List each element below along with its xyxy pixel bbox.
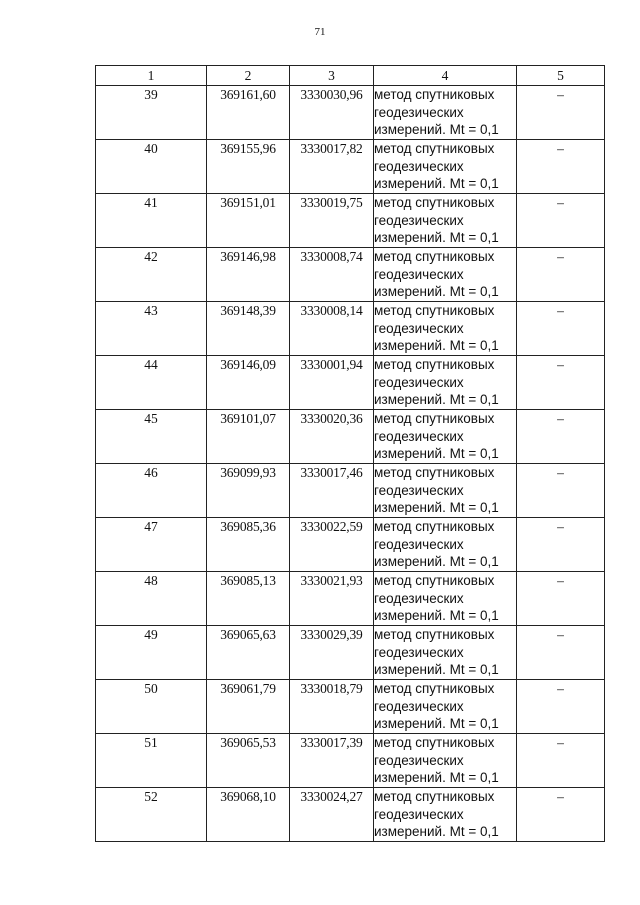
table-row: [96, 140, 605, 194]
point-number-cell: 51: [96, 734, 207, 788]
note-cell: –: [517, 140, 605, 194]
table-row: [96, 572, 605, 626]
method-line: геодезических: [374, 482, 464, 498]
x-coordinate-cell: 369065,53: [207, 734, 290, 788]
method-line: метод спутниковых: [374, 789, 495, 804]
point-number-cell: 49: [96, 626, 207, 680]
method-line: метод спутниковых: [374, 519, 495, 534]
method-line: геодезических: [374, 374, 464, 390]
x-coordinate-cell: 369085,36: [207, 518, 290, 572]
note-cell: –: [517, 302, 605, 356]
note-cell: –: [517, 734, 605, 788]
method-line: метод спутниковых: [374, 573, 495, 588]
y-coordinate-cell: 3330024,27: [290, 788, 374, 842]
x-coordinate-cell: 369146,09: [207, 356, 290, 410]
method-cell: [374, 464, 517, 518]
x-coordinate-cell: 369061,79: [207, 680, 290, 734]
method-line: измерений. Mt = 0,1: [374, 770, 499, 785]
y-coordinate-cell: 3330001,94: [290, 356, 374, 410]
point-number-cell: 41: [96, 194, 207, 248]
note-cell: –: [517, 410, 605, 464]
method-cell: [374, 86, 517, 140]
note-cell: –: [517, 86, 605, 140]
point-number-cell: 47: [96, 518, 207, 572]
table-row: [96, 464, 605, 518]
x-coordinate-cell: 369065,63: [207, 626, 290, 680]
method-line: геодезических: [374, 212, 464, 228]
table-row: [96, 680, 605, 734]
method-line: измерений. Mt = 0,1: [374, 716, 499, 731]
y-coordinate-cell: 3330022,59: [290, 518, 374, 572]
method-line: измерений. Mt = 0,1: [374, 230, 499, 245]
table-row: [96, 518, 605, 572]
method-line: измерений. Mt = 0,1: [374, 446, 499, 461]
method-line: измерений. Mt = 0,1: [374, 662, 499, 677]
y-coordinate-cell: 3330019,75: [290, 194, 374, 248]
header-cell-2: 2: [207, 66, 290, 86]
header-row: [96, 66, 605, 86]
method-cell: [374, 680, 517, 734]
method-cell: [374, 626, 517, 680]
method-line: метод спутниковых: [374, 249, 495, 264]
y-coordinate-cell: 3330017,46: [290, 464, 374, 518]
note-cell: –: [517, 248, 605, 302]
y-coordinate-cell: 3330008,14: [290, 302, 374, 356]
method-line: геодезических: [374, 428, 464, 444]
method-cell: [374, 518, 517, 572]
note-cell: –: [517, 194, 605, 248]
method-cell: [374, 248, 517, 302]
method-line: метод спутниковых: [374, 87, 495, 102]
note-cell: –: [517, 788, 605, 842]
point-number-cell: 52: [96, 788, 207, 842]
note-cell: –: [517, 356, 605, 410]
x-coordinate-cell: 369155,96: [207, 140, 290, 194]
header-cell-1: 1: [96, 66, 207, 86]
method-cell: [374, 140, 517, 194]
method-line: измерений. Mt = 0,1: [374, 608, 499, 623]
method-line: измерений. Mt = 0,1: [374, 176, 499, 191]
y-coordinate-cell: 3330021,93: [290, 572, 374, 626]
point-number-cell: 48: [96, 572, 207, 626]
table-row: [96, 248, 605, 302]
method-line: измерений. Mt = 0,1: [374, 284, 499, 299]
method-line: измерений. Mt = 0,1: [374, 392, 499, 407]
point-number-cell: 40: [96, 140, 207, 194]
note-cell: –: [517, 464, 605, 518]
table-row: [96, 734, 605, 788]
table-row: [96, 194, 605, 248]
x-coordinate-cell: 369101,07: [207, 410, 290, 464]
point-number-cell: 44: [96, 356, 207, 410]
method-line: измерений. Mt = 0,1: [374, 122, 499, 137]
header-cell-4: 4: [374, 66, 517, 86]
method-cell: [374, 788, 517, 842]
point-number-cell: 50: [96, 680, 207, 734]
point-number-cell: 45: [96, 410, 207, 464]
note-cell: –: [517, 572, 605, 626]
method-cell: [374, 302, 517, 356]
method-line: метод спутниковых: [374, 411, 495, 426]
x-coordinate-cell: 369146,98: [207, 248, 290, 302]
method-line: геодезических: [374, 590, 464, 606]
method-cell: [374, 734, 517, 788]
method-cell: [374, 194, 517, 248]
table-row: [96, 626, 605, 680]
method-line: измерений. Mt = 0,1: [374, 500, 499, 515]
method-line: измерений. Mt = 0,1: [374, 338, 499, 353]
x-coordinate-cell: 369151,01: [207, 194, 290, 248]
method-line: метод спутниковых: [374, 195, 495, 210]
x-coordinate-cell: 369068,10: [207, 788, 290, 842]
table-row: [96, 86, 605, 140]
method-line: геодезических: [374, 266, 464, 282]
method-line: измерений. Mt = 0,1: [374, 824, 499, 839]
note-cell: –: [517, 518, 605, 572]
method-line: геодезических: [374, 536, 464, 552]
method-line: метод спутниковых: [374, 303, 495, 318]
y-coordinate-cell: 3330020,36: [290, 410, 374, 464]
page-number: 71: [314, 26, 326, 38]
method-line: геодезических: [374, 806, 464, 822]
method-cell: [374, 572, 517, 626]
point-number-cell: 39: [96, 86, 207, 140]
method-line: геодезических: [374, 104, 464, 120]
x-coordinate-cell: 369085,13: [207, 572, 290, 626]
table-row: [96, 410, 605, 464]
y-coordinate-cell: 3330008,74: [290, 248, 374, 302]
method-line: геодезических: [374, 752, 464, 768]
method-line: геодезических: [374, 320, 464, 336]
table-row: [96, 788, 605, 842]
method-line: метод спутниковых: [374, 735, 495, 750]
method-line: геодезических: [374, 644, 464, 660]
method-line: метод спутниковых: [374, 627, 495, 642]
method-cell: [374, 410, 517, 464]
method-line: измерений. Mt = 0,1: [374, 554, 499, 569]
method-cell: [374, 356, 517, 410]
y-coordinate-cell: 3330017,39: [290, 734, 374, 788]
x-coordinate-cell: 369161,60: [207, 86, 290, 140]
method-line: метод спутниковых: [374, 465, 495, 480]
y-coordinate-cell: 3330030,96: [290, 86, 374, 140]
method-line: метод спутниковых: [374, 681, 495, 696]
y-coordinate-cell: 3330018,79: [290, 680, 374, 734]
note-cell: –: [517, 680, 605, 734]
note-cell: –: [517, 626, 605, 680]
x-coordinate-cell: 369099,93: [207, 464, 290, 518]
header-cell-5: 5: [517, 66, 605, 86]
coordinates-table: [95, 65, 605, 842]
x-coordinate-cell: 369148,39: [207, 302, 290, 356]
table-row: [96, 302, 605, 356]
table-row: [96, 356, 605, 410]
method-line: метод спутниковых: [374, 357, 495, 372]
header-cell-3: 3: [290, 66, 374, 86]
point-number-cell: 43: [96, 302, 207, 356]
y-coordinate-cell: 3330017,82: [290, 140, 374, 194]
point-number-cell: 46: [96, 464, 207, 518]
method-line: геодезических: [374, 698, 464, 714]
point-number-cell: 42: [96, 248, 207, 302]
method-line: метод спутниковых: [374, 141, 495, 156]
method-line: геодезических: [374, 158, 464, 174]
y-coordinate-cell: 3330029,39: [290, 626, 374, 680]
